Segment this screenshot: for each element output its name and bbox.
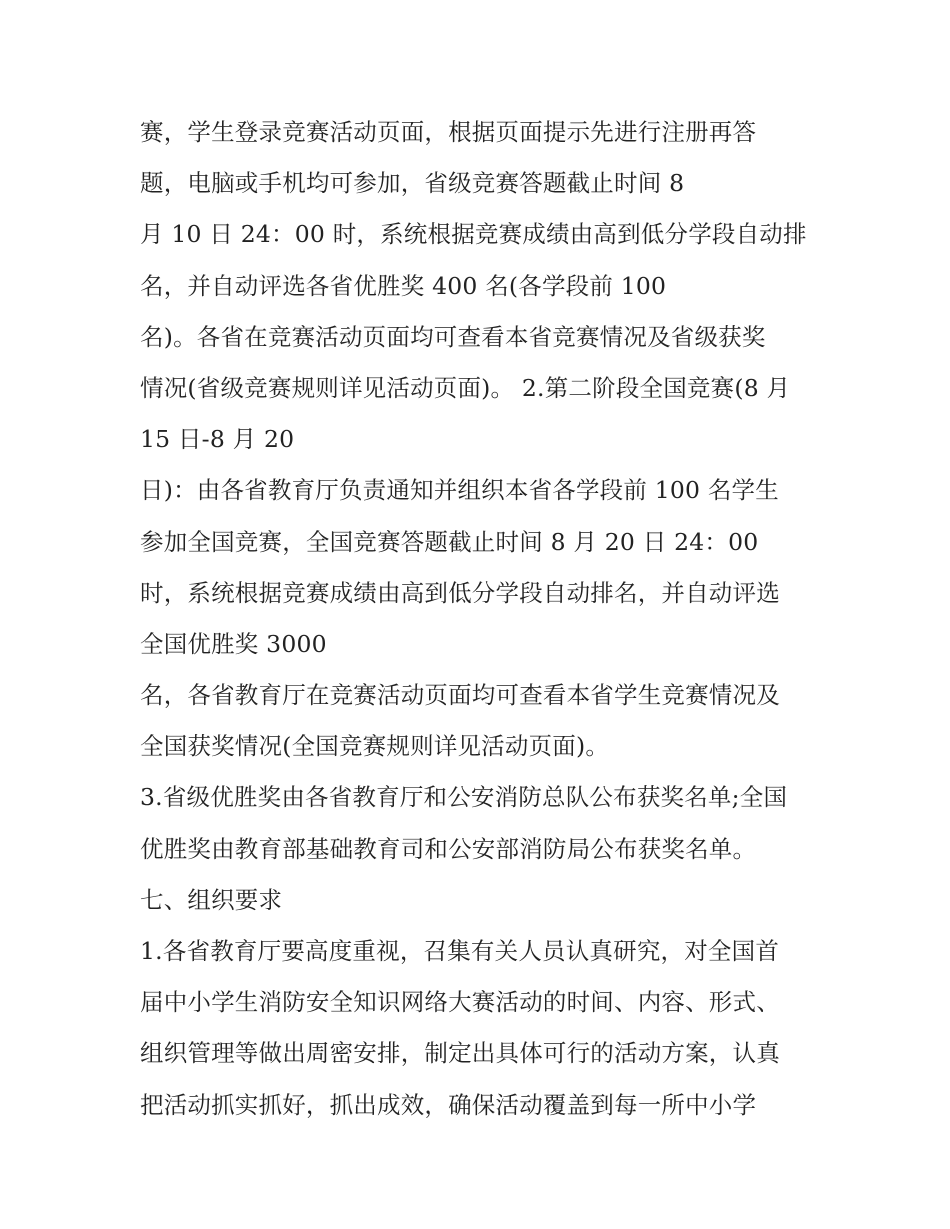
text-line: 题，电脑或手机均可参加，省级竞赛答题截止时间 8 <box>140 169 685 198</box>
text-line: 全国优胜奖 3000 <box>140 629 327 658</box>
text-line: 名)。各省在竞赛活动页面均可查看本省竞赛情况及省级获奖 <box>140 322 766 351</box>
text-line: 赛，学生登录竞赛活动页面，根据页面提示先进行注册再答 <box>140 118 757 146</box>
document-body <box>140 107 830 1131</box>
text-line: 届中小学生消防安全知识网络大赛活动的时间、内容、形式、 <box>140 988 780 1017</box>
section-heading: 七、组织要求 <box>140 885 283 914</box>
text-line: 1.各省教育厅要高度重视，召集有关人员认真研究，对全国首 <box>140 937 780 965</box>
text-line: 名，各省教育厅在竞赛活动页面均可查看本省学生竞赛情况及 <box>140 681 780 710</box>
text-line: 把活动抓实抓好，抓出成效，确保活动覆盖到每一所中小学 <box>140 1090 757 1119</box>
text-line: 时，系统根据竞赛成绩由高到低分学段自动排名，并自动评选 <box>140 578 780 607</box>
text-line: 月 10 日 24：00 时，系统根据竞赛成绩由高到低分学段自动排 <box>140 220 807 249</box>
text-line: 组织管理等做出周密安排，制定出具体可行的活动方案，认真 <box>140 1039 780 1068</box>
text-line: 情况(省级竞赛规则详见活动页面)。 2.第二阶段全国竞赛(8 月 <box>140 373 791 402</box>
text-line: 名，并自动评选各省优胜奖 400 名(各学段前 100 <box>140 271 667 300</box>
text-line: 全国获奖情况(全国竞赛规则详见活动页面)。 <box>140 732 610 761</box>
text-line: 优胜奖由教育部基础教育司和公安部消防局公布获奖名单。 <box>140 834 757 863</box>
text-line: 3.省级优胜奖由各省教育厅和公安消防总队公布获奖名单;全国 <box>140 783 788 812</box>
text-line: 15 日-8 月 20 <box>140 425 295 454</box>
text-line: 日)：由各省教育厅负责通知并组织本省各学段前 100 名学生 <box>140 476 779 505</box>
text-line: 参加全国竞赛，全国竞赛答题截止时间 8 月 20 日 24：00 <box>140 527 759 556</box>
